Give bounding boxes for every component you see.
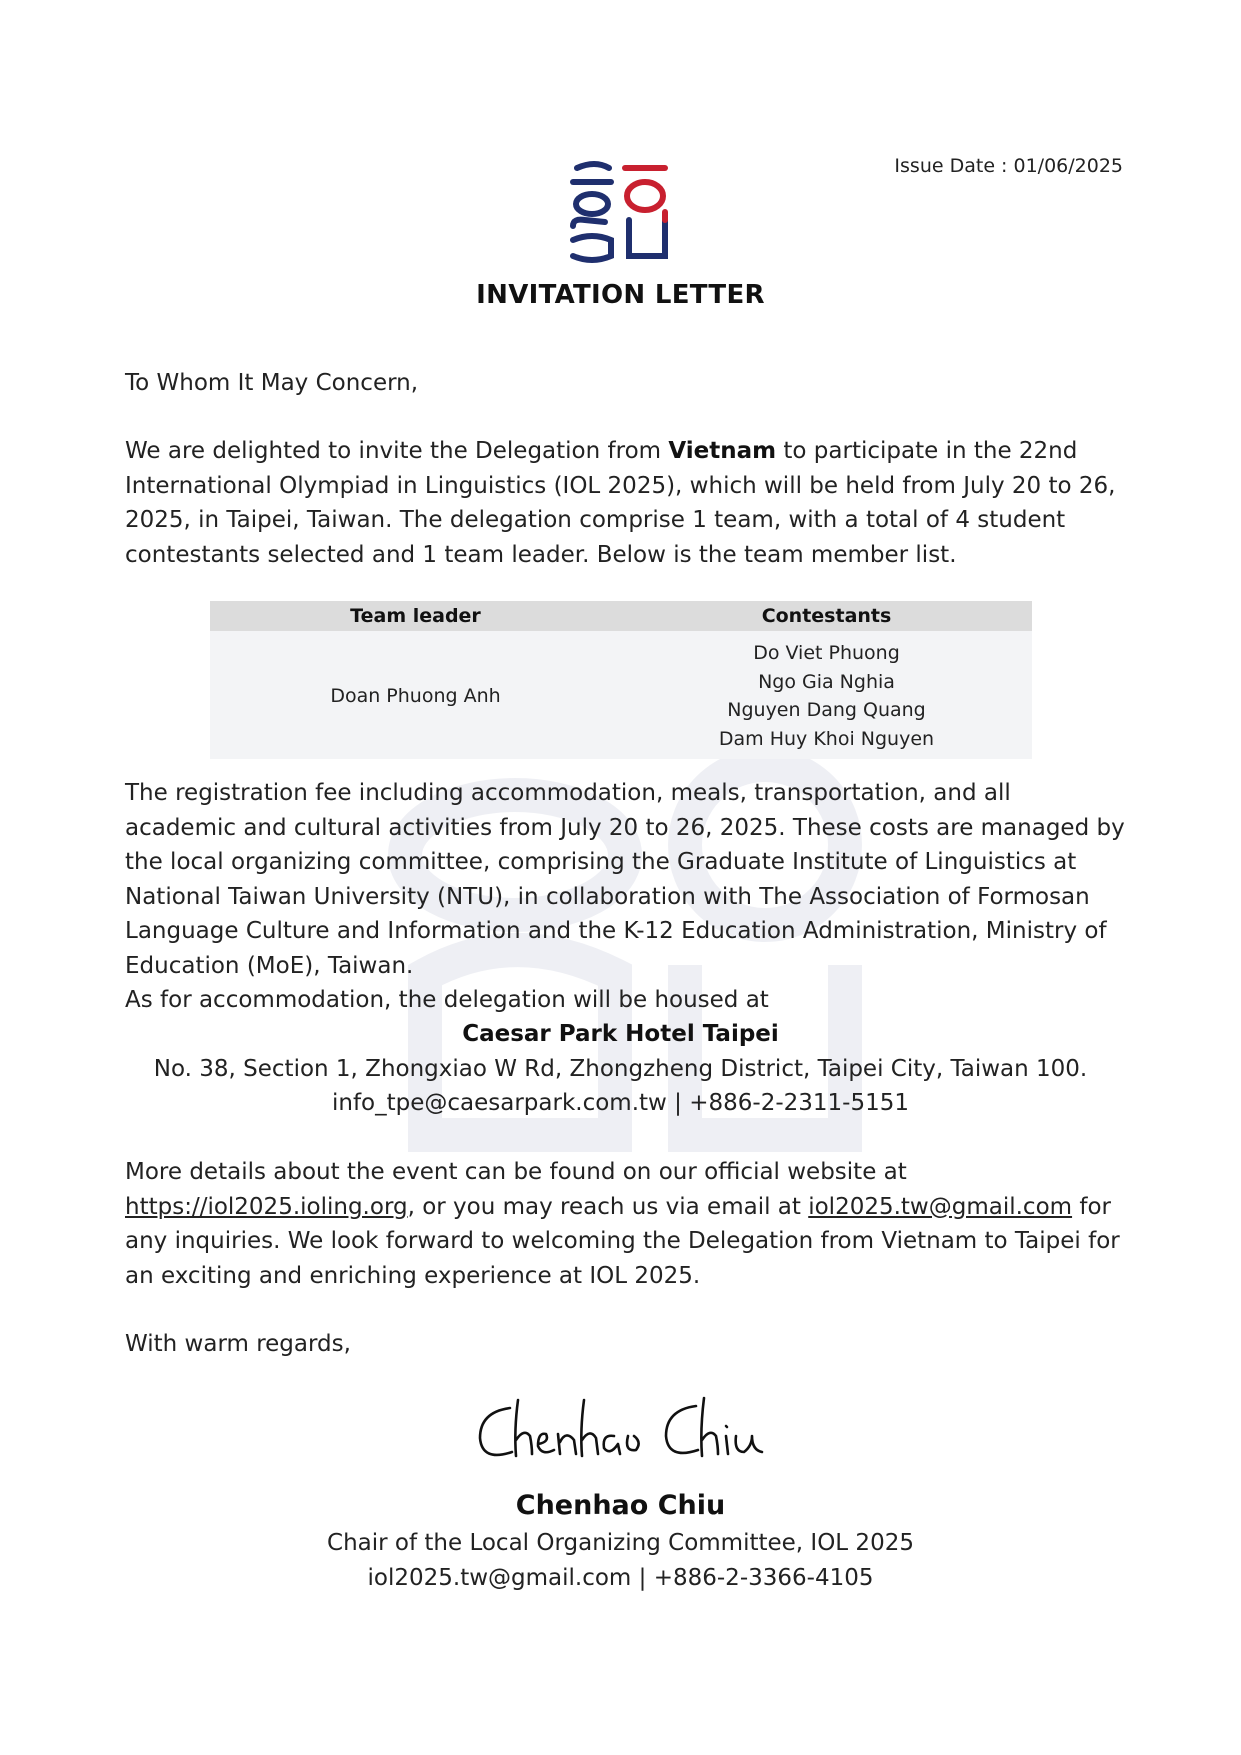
table-header-row — [210, 601, 1032, 631]
intro-text-end: to participate in the 22nd International Olympiad in Linguistics (IOL 2025), which will be held from July 20 to 26, 2025, in Taipei, Taiwan. The delegation comprise 1 team, with a total of 4 student contestants selected and 1 team leader. Below is the team member list. — [125, 438, 1116, 568]
issue-date: Issue Date : 01/06/2025 — [894, 155, 1123, 177]
contestant-name: Dam Huy Khoi Nguyen — [718, 727, 935, 750]
fee-paragraph — [125, 776, 1125, 1018]
team-leader-cell: Doan Phuong Anh — [210, 631, 621, 759]
signer-block — [0, 1486, 1241, 1595]
hotel-contact: info_tpe@caesarpark.com.tw | +886-2-2311-5151 — [331, 1090, 909, 1116]
hotel-name: Caesar Park Hotel Taipei — [462, 1021, 779, 1047]
fee-text: The registration fee including accommodation, meals, transportation, and all academic and cultural activities from July 20 to 26, 2025. These costs are managed by the local organizing committee, comprising the Graduate Institute of Linguistics at National Taiwan University (NTU), in collaboration with The Association of Formosan Language Culture and Information and the K-12 Education Administration, Ministry of Education (MoE), Taiwan. — [125, 780, 1125, 979]
signer-role: Chair of the Local Organizing Committee, IOL 2025 — [327, 1530, 914, 1556]
iol-2025-logo — [565, 160, 680, 265]
accommodation-text: As for accommodation, the delegation will be housed at — [125, 987, 769, 1013]
contestant-name: Do Viet Phuong — [753, 642, 900, 664]
letter-title: INVITATION LETTER — [476, 280, 765, 310]
greeting: To Whom It May Concern, — [125, 370, 419, 396]
contestants-cell — [621, 631, 1032, 759]
email-link[interactable]: iol2025.tw@gmail.com — [808, 1193, 1073, 1220]
hotel-block — [0, 1017, 1241, 1121]
closing-regards: With warm regards, — [125, 1331, 351, 1357]
signer-contact: iol2025.tw@gmail.com | +886-2-3366-4105 — [367, 1564, 874, 1591]
team-leader-header: Team leader — [210, 601, 621, 631]
details-text-end: for any inquiries. We look forward to welcoming the Delegation from Vietnam to Taipei for an exciting and enriching experience at IOL 2025. — [125, 1193, 1120, 1289]
website-link[interactable]: https://iol2025.ioling.org — [125, 1193, 408, 1220]
details-text-start: More details about the event can be found on our official website at — [125, 1159, 907, 1185]
table-row — [210, 631, 1032, 759]
contestants-header: Contestants — [621, 601, 1032, 631]
hotel-address: No. 38, Section 1, Zhongxiao W Rd, Zhongzheng District, Taipei City, Taiwan 100. — [153, 1055, 1088, 1082]
handwritten-signature — [470, 1390, 780, 1470]
signer-name: Chenhao Chiu — [515, 1490, 726, 1521]
team-member-table — [210, 601, 1032, 759]
intro-paragraph — [125, 434, 1125, 572]
contestant-name: Ngo Gia Nghia — [758, 670, 895, 693]
contestant-name: Nguyen Dang Quang — [727, 699, 926, 721]
details-paragraph — [125, 1155, 1125, 1293]
intro-text-start: We are delighted to invite the Delegation from — [125, 438, 669, 464]
details-text-mid: , or you may reach us via email at — [407, 1193, 809, 1220]
country-name: Vietnam — [668, 438, 777, 464]
